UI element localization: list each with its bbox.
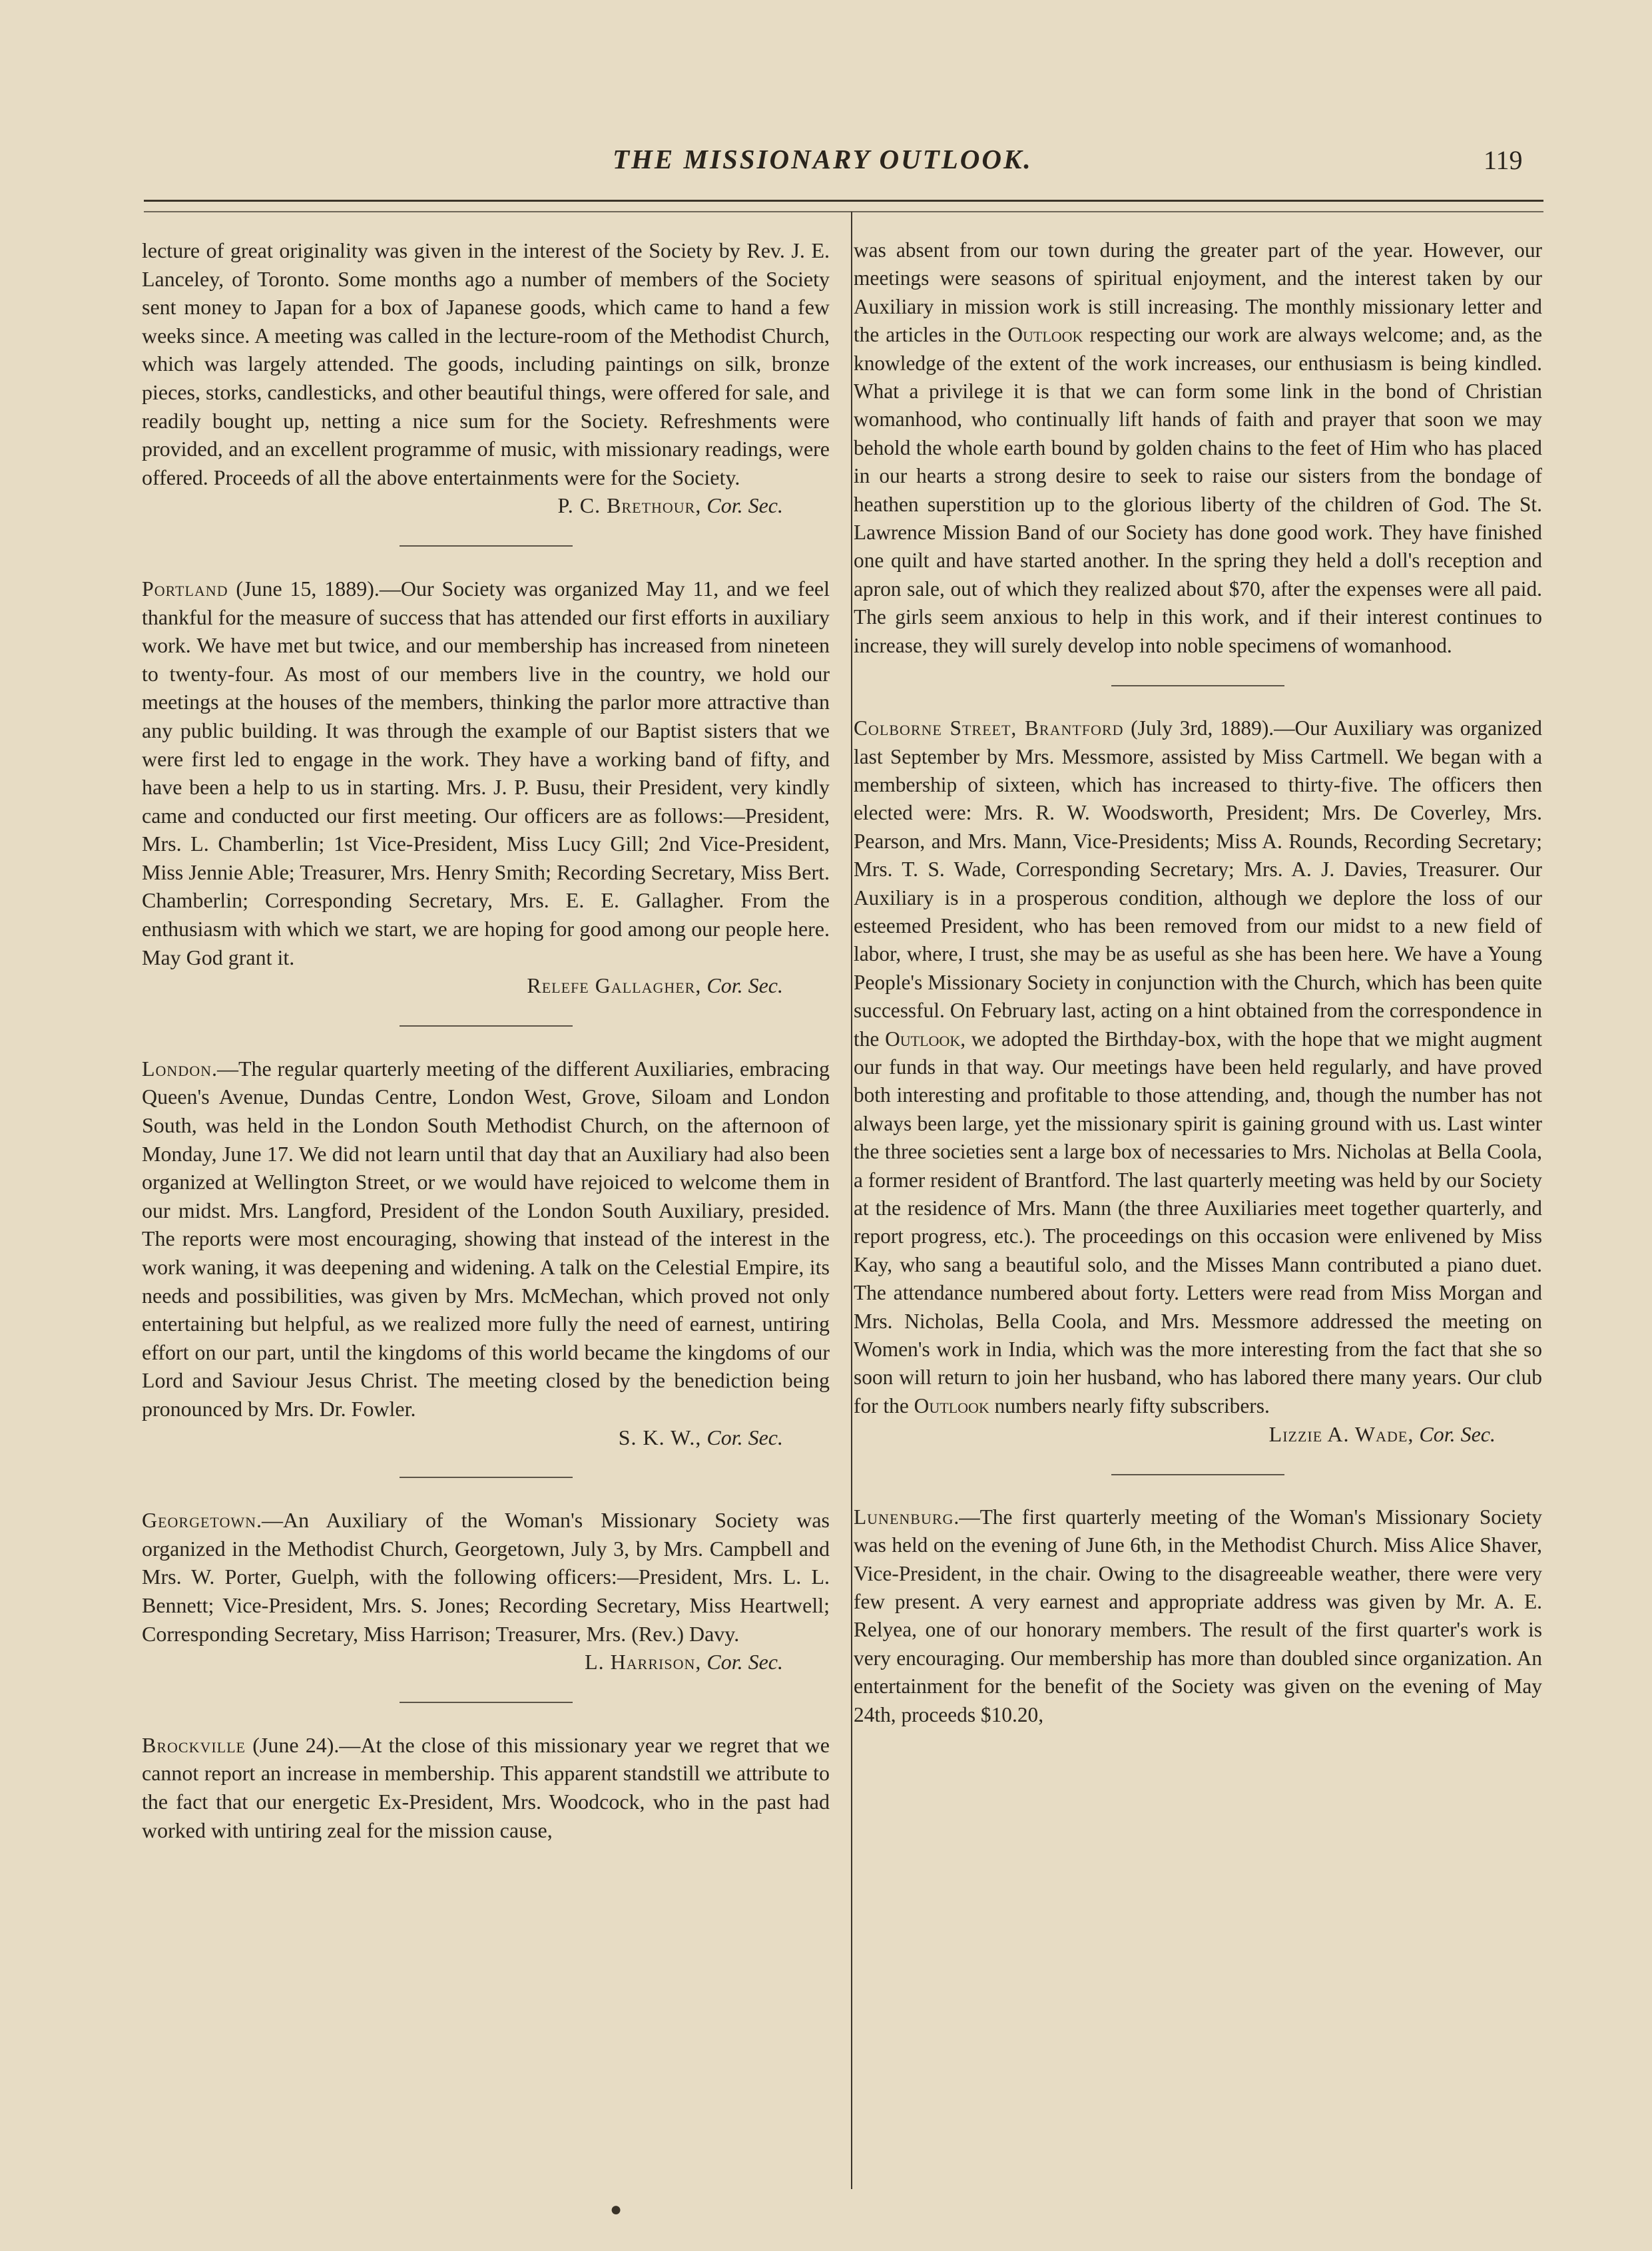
article-body	[142, 1055, 830, 1423]
article-portland	[142, 575, 830, 1000]
signature-title: Cor. Sec.	[706, 1650, 783, 1674]
signature-title: Cor. Sec.	[706, 1425, 783, 1449]
header-rule	[144, 200, 1543, 202]
article-body	[854, 714, 1542, 1420]
signature-name: S. K. W.,	[618, 1425, 702, 1449]
article-text: respecting our work are always welcome; and, as the knowledge of the extent of the work increases, our enthusiasm is being kindled. What a privilege it is that we can form some link in the bond of Christian womanhood, who continually lift hands of faith and prayer that soon we may behold the whole earth bound by golden chains to the feet of Him who has placed in our hearts a strong desire to seek to raise our sisters from the bondage of heathen superstition up to the glorious liberty of the children of God. The St. Lawrence Mission Band of our Society has done good work. They have finished one quilt and have started another. In the spring they held a doll's reception and apron sale, out of which they realized about $70, after the expenses were all paid. The girls seem anxious to help in this work, and if their interest continues to increase, they will surely develop into noble specimens of womanhood.	[854, 323, 1542, 657]
dateline-place: Georgetown	[142, 1508, 257, 1533]
signature	[142, 491, 830, 520]
signature-name: P. C. Brethour,	[557, 493, 702, 518]
article-text: (June 24).—At the close of this missionary year we regret that we cannot report an increase in membership. This apparent standstill we attribute to the fact that our energetic Ex-President, Mrs. Woodcock, who in the past had worked with untiring zeal for the mission cause,	[142, 1732, 830, 1842]
signature	[142, 1648, 830, 1676]
signature-title: Cor. Sec.	[706, 973, 783, 998]
article-text: numbers nearly fifty subscribers.	[989, 1393, 1270, 1417]
dateline-place: Lunenburg	[854, 1505, 954, 1529]
article-body	[854, 236, 1542, 660]
article-text: (June 15, 1889).—Our Society was organized May 11, and we feel thankful for the measure of success that has attended our first efforts in auxiliary work. We have met but twice, and our membership has increased from nineteen to twenty-four. As most of our members live in the country, we hold our meetings at the houses of the members, thinking the parlor more attractive than any public building. It was through the example of our Baptist sisters that we were first led to engage in the work. They have a working band of fifty, and have been a help to us in starting. Mrs. J. P. Busu, their President, very kindly came and conducted our first meeting. Our officers are as follows:—President, Mrs. L. Chamberlin; 1st Vice-President, Miss Lucy Gill; 2nd Vice-President, Miss Jennie Able; Treasurer, Mrs. Henry Smith; Recording Secretary, Miss Bert. Chamberlin; Corresponding Secretary, Mrs. E. E. Gallagher. From the enthusiasm with which we start, we are hoping for good among our people here. May God grant it.	[142, 576, 830, 969]
signature-name: Lizzie A. Wade,	[1268, 1422, 1414, 1447]
article-body	[142, 1506, 830, 1648]
right-column	[854, 236, 1542, 1729]
article-lunenburg	[854, 1503, 1542, 1729]
article-text: .—The regular quarterly meeting of the different Auxiliaries, embracing Queen's Avenue, Dundas Centre, London West, Grove, Siloam and London South, was held in the London South Methodist Church, on the afternoon of Monday, June 17. We did not learn until that day that an Auxiliary had also been organized at Wellington Street, or we would have rejoiced to welcome them in our midst. Mrs. Langford, President of the London South Auxiliary, presided. The reports were most encouraging, showing that instead of the interest in the work waning, it was deepening and widening. A talk on the Celestial Empire, its needs and possibilities, was given by Mrs. McMechan, which proved not only entertaining but helpful, as we realized more fully the need of earnest, untiring effort on our part, until the kingdoms of this world became the kingdoms of our Lord and Saviour Jesus Christ. The meeting closed by the benediction being pronounced by Mrs. Dr. Fowler.	[142, 1056, 830, 1421]
article-text: .—The first quarterly meeting of the Woman's Missionary Society was held on the evening of June 6th, in the Methodist Church. Miss Alice Shaver, Vice-President, in the chair. Owing to the disagreeable weather, there were very few present. A very earnest and appropriate address was given by Mr. A. E. Relyea, one of our honorary members. The result of the first quarter's work is very encouraging. Our membership has more than doubled since organization. An entertainment for the benefit of the Society was given on the evening of May 24th, proceeds $10.20,	[854, 1505, 1542, 1726]
article-body: lecture of great originality was given in the interest of the Society by Rev. J. E. Lanceley, of Toronto. Some months ago a number of members of the Society sent money to Japan for a box of Japanese goods, which came to hand a few weeks since. A meeting was called in the lecture-room of the Methodist Church, which was largely attended. The goods, including paintings on silk, bronze pieces, storks, candlesticks, and other beautiful things, were offered for sale, and readily bought up, netting a nice sum for the Society. Refreshments were provided, and an excellent programme of music, with missionary readings, were offered. Proceeds of all the above entertainments were for the Society.	[142, 238, 830, 489]
article-text: (July 3rd, 1889).—Our Auxiliary was organized last September by Mrs. Messmore, assisted by Miss Cartmell. We began with a membership of sixteen, which has increased to thirty-five. The officers then elected were: Mrs. R. W. Woodsworth, President; Mrs. De Coverley, Mrs. Pearson, and Mrs. Mann, Vice-Presidents; Miss A. Rounds, Recording Secretary; Mrs. T. S. Wade, Corresponding Secretary; Mrs. A. J. Davies, Treasurer. Our Auxiliary is in a prosperous condition, although we deplore the loss of our esteemed President, who has been removed from our midst to a new field of labor, where, I trust, she may be as useful as she has been here. We have a Young People's Missionary Society in conjunction with the Church, which has been quite successful. On February last, acting on a hint obtained from the correspondence in the	[854, 716, 1542, 1051]
journal-name-ref: Outlook	[1007, 323, 1083, 347]
page-number: 119	[1484, 145, 1523, 175]
journal-title: THE MISSIONARY OUTLOOK.	[613, 144, 1033, 174]
signature-name: L. Harrison,	[585, 1650, 702, 1674]
article-georgetown	[142, 1506, 830, 1676]
section-separator	[1111, 685, 1284, 686]
article-intro-continuation	[142, 236, 830, 520]
signature-title: Cor. Sec.	[1419, 1422, 1496, 1447]
dateline-place: Brockville	[142, 1732, 246, 1757]
journal-name-ref: Outlook	[885, 1027, 961, 1051]
journal-name-ref: Outlook	[914, 1393, 989, 1417]
dateline-place: London	[142, 1056, 212, 1081]
section-separator	[1111, 1474, 1284, 1475]
signature	[142, 1423, 830, 1452]
article-body	[142, 1731, 830, 1844]
signature-title: Cor. Sec.	[706, 493, 783, 518]
article-text: was absent from our town during the greater part of the year. However, our meetings were seasons of spiritual enjoyment, and the interest taken by our Auxiliary in mission work is still increasing. The monthly missionary letter and the articles in the	[854, 238, 1542, 347]
article-colborne-street	[854, 714, 1542, 1449]
left-column	[142, 236, 830, 1844]
signature	[142, 971, 830, 1000]
article-text: , we adopted the Birthday-box, with the hope that we might augment our funds in that way. Our meetings have been held regularly, and have proved both interesting and profitable to those attending, and, though the number has not always been large, yet the missionary spirit is gaining ground with us. Last winter the three societies sent a large box of necessaries to Mrs. Nicholas at Bella Coola, a former resident of Brantford. The last quarterly meeting was held by our Society at the residence of Mrs. Mann (the three Auxiliaries meet together quarterly, and report progress, etc.). The proceedings on this occasion were enlivened by Miss Kay, who sang a beautiful solo, and the Misses Mann contributed a piano duet. The attendance numbered about forty. Letters were read from Miss Morgan and Mrs. Nicholas, Bella Coola, and Mrs. Messmore addressed the meeting on Women's work in India, which was the more interesting from the fact that she so soon will return to join her husband, who has labored there many years. Our club for the	[854, 1027, 1543, 1417]
article-body	[142, 575, 830, 971]
section-separator	[400, 545, 573, 547]
printer-mark: ●	[610, 2198, 623, 2220]
header-rule-secondary	[144, 211, 1543, 212]
section-separator	[400, 1702, 573, 1703]
article-text: .—An Auxiliary of the Woman's Missionary Society was organized in the Methodist Church, Georgetown, July 3, by Mrs. Campbell and Mrs. W. Porter, Guelph, with the following officers:—President, Mrs. L. L. Bennett; Vice-President, Mrs. S. Jones; Recording Secretary, Miss Heartwell; Corresponding Secretary, Miss Harrison; Treasurer, Mrs. (Rev.) Davy.	[142, 1508, 830, 1646]
article-brockville	[142, 1731, 830, 1844]
running-head	[0, 143, 1652, 183]
dateline-place: Colborne Street, Brantford	[854, 716, 1124, 740]
column-divider	[851, 212, 852, 2189]
section-separator	[400, 1477, 573, 1478]
article-body	[854, 1503, 1542, 1729]
signature-name: Relefe Gallagher,	[527, 973, 702, 998]
section-separator	[400, 1025, 573, 1027]
dateline-place: Portland	[142, 576, 228, 601]
signature	[854, 1420, 1542, 1449]
article-london	[142, 1055, 830, 1451]
article-brockville-continued	[854, 236, 1542, 660]
